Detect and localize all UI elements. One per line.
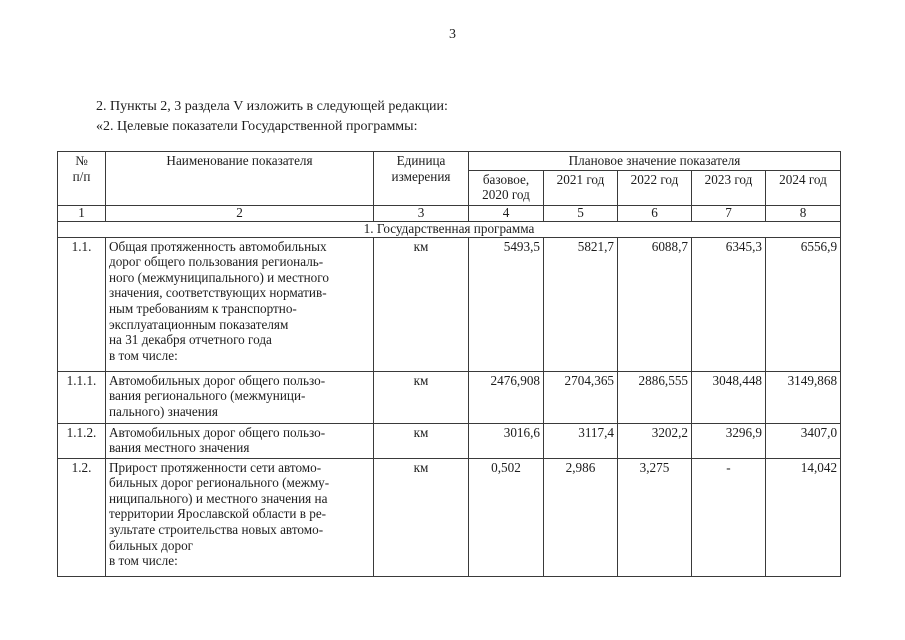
amendment-instruction: 2. Пункты 2, 3 раздела V изложить в следующей редакции: bbox=[96, 99, 448, 114]
indicator-name: Общая протяженность автомобильных дорог общего пользования региональ- ного (межмуниципального) и местного значения, соответствующих норматив- ным требованиям к транспортно- эксплуатационным показателям на 31 декабря отчетного года в том числе: bbox=[106, 237, 374, 371]
column-number: 3 bbox=[374, 205, 469, 221]
table-row bbox=[58, 458, 841, 576]
value-cell: 3149,868 bbox=[766, 371, 841, 423]
page-number: 3 bbox=[449, 27, 456, 42]
indicator-name: Автомобильных дорог общего пользо- вания местного значения bbox=[106, 423, 374, 458]
value-cell: 3016,6 bbox=[469, 423, 544, 458]
section-heading: «2. Целевые показатели Государственной программы: bbox=[96, 119, 418, 134]
row-number: 1.2. bbox=[58, 458, 106, 576]
column-number: 6 bbox=[618, 205, 692, 221]
value-cell: 6088,7 bbox=[618, 237, 692, 371]
unit-cell: км bbox=[374, 237, 469, 371]
value-cell: - bbox=[692, 458, 766, 576]
value-cell: 14,042 bbox=[766, 458, 841, 576]
header-year-2024: 2024 год bbox=[766, 170, 841, 205]
column-number: 1 bbox=[58, 205, 106, 221]
section-title: 1. Государственная программа bbox=[58, 221, 841, 237]
header-year-2021: 2021 год bbox=[544, 170, 618, 205]
header-unit: Единица измерения bbox=[374, 152, 469, 206]
indicator-name: Автомобильных дорог общего пользо- вания регионального (межмуници- пального) значения bbox=[106, 371, 374, 423]
header-planned-value: Плановое значение показателя bbox=[469, 152, 841, 171]
table-row bbox=[58, 423, 841, 458]
value-cell: 2476,908 bbox=[469, 371, 544, 423]
value-cell: 2,986 bbox=[544, 458, 618, 576]
table-row bbox=[58, 237, 841, 371]
value-cell: 3296,9 bbox=[692, 423, 766, 458]
header-indicator-name: Наименование показателя bbox=[106, 152, 374, 206]
value-cell: 2886,555 bbox=[618, 371, 692, 423]
value-cell: 3117,4 bbox=[544, 423, 618, 458]
target-indicators-table bbox=[57, 151, 841, 577]
header-year-base: базовое, 2020 год bbox=[469, 170, 544, 205]
value-cell: 5493,5 bbox=[469, 237, 544, 371]
row-number: 1.1. bbox=[58, 237, 106, 371]
value-cell: 5821,7 bbox=[544, 237, 618, 371]
column-number: 5 bbox=[544, 205, 618, 221]
value-cell: 3,275 bbox=[618, 458, 692, 576]
value-cell: 2704,365 bbox=[544, 371, 618, 423]
value-cell: 3202,2 bbox=[618, 423, 692, 458]
column-number: 2 bbox=[106, 205, 374, 221]
value-cell: 6345,3 bbox=[692, 237, 766, 371]
value-cell: 6556,9 bbox=[766, 237, 841, 371]
unit-cell: км bbox=[374, 371, 469, 423]
unit-cell: км bbox=[374, 423, 469, 458]
header-year-2023: 2023 год bbox=[692, 170, 766, 205]
indicator-name: Прирост протяженности сети автомо- бильных дорог регионального (межму- ниципального) и местного значения на территории Ярославской области в ре- зультате строительства новых автомо- бильных дорог в том числе: bbox=[106, 458, 374, 576]
row-number: 1.1.2. bbox=[58, 423, 106, 458]
row-number: 1.1.1. bbox=[58, 371, 106, 423]
column-number: 7 bbox=[692, 205, 766, 221]
header-year-2022: 2022 год bbox=[618, 170, 692, 205]
column-number: 4 bbox=[469, 205, 544, 221]
unit-cell: км bbox=[374, 458, 469, 576]
value-cell: 3048,448 bbox=[692, 371, 766, 423]
table-row bbox=[58, 371, 841, 423]
column-number: 8 bbox=[766, 205, 841, 221]
value-cell: 0,502 bbox=[469, 458, 544, 576]
value-cell: 3407,0 bbox=[766, 423, 841, 458]
header-number: № п/п bbox=[58, 152, 106, 206]
